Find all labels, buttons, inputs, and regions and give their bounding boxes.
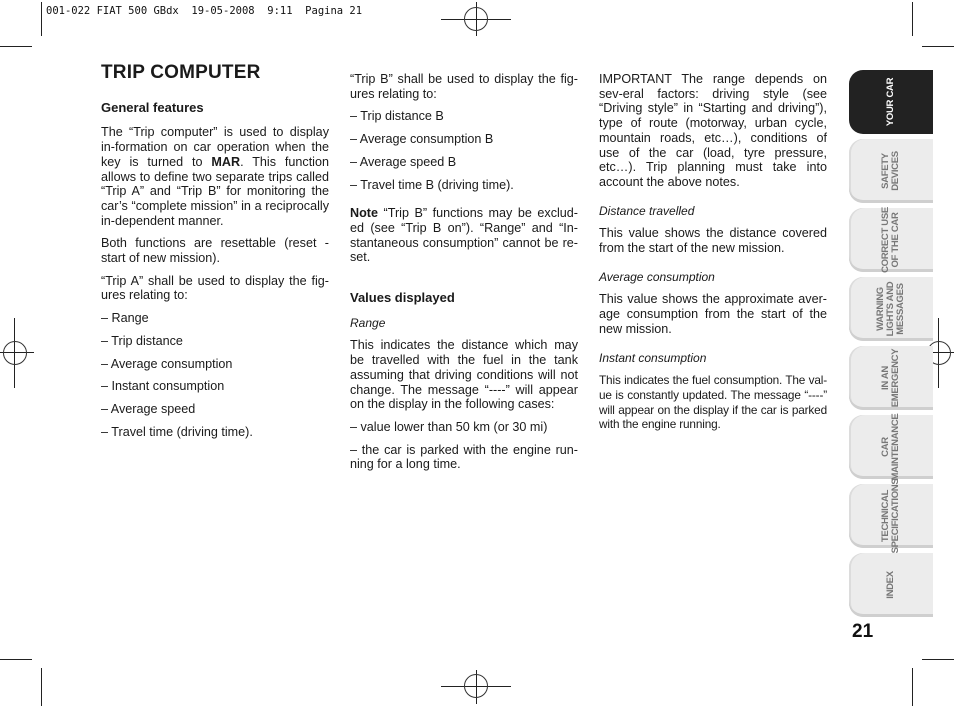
list-item: – Average speed B bbox=[350, 154, 457, 169]
tab-warning-lights[interactable]: WARNING LIGHTS AND MESSAGES bbox=[849, 277, 933, 341]
average-consumption-paragraph: This value shows the approximate aver-age consumption from the start of the new mission. bbox=[599, 292, 827, 336]
trip-a-list bbox=[101, 311, 329, 439]
column-1 bbox=[101, 62, 329, 447]
tab-in-an-emergency[interactable]: IN AN EMERGENCY bbox=[849, 346, 933, 410]
key-position-mar: MAR bbox=[211, 154, 241, 169]
general-features-heading: General features bbox=[101, 99, 204, 115]
tab-car-maintenance[interactable]: CAR MAINTENANCE bbox=[849, 415, 933, 479]
list-item: – Average consumption B bbox=[350, 132, 494, 147]
important-paragraph: IMPORTANT The range depends on sev-eral factors: driving style (see “Driving style” in “Starting and driving”), type of route (motorway, urban cycle, mountain roads, etc…), conditions of use of the car (load, tyre pressure, etc…). Trip planning must take into account the above notes. bbox=[599, 72, 827, 189]
tab-technical-specifications[interactable]: TECHNICAL SPECIFICATIONS bbox=[849, 484, 933, 548]
case-item: – the car is parked with the engine run-ning for a long time. bbox=[350, 442, 578, 472]
tab-your-car[interactable]: YOUR CAR bbox=[849, 70, 933, 134]
values-displayed-heading: Values displayed bbox=[350, 290, 455, 306]
list-item: – Average speed bbox=[101, 401, 196, 416]
list-item: – Travel time B (driving time). bbox=[350, 177, 514, 192]
page-title: TRIP COMPUTER bbox=[101, 62, 261, 83]
case-item: – value lower than 50 km (or 30 mi) bbox=[350, 419, 548, 434]
trip-b-list bbox=[350, 109, 578, 192]
page-number: 21 bbox=[852, 621, 874, 642]
distance-travelled-subheading: Distance travelled bbox=[599, 203, 695, 218]
column-3 bbox=[599, 72, 827, 440]
reset-paragraph: Both functions are resettable (reset - start of new mission). bbox=[101, 236, 329, 266]
tab-correct-use[interactable]: CORRECT USE OF THE CAR bbox=[849, 208, 933, 272]
tab-index[interactable]: INDEX bbox=[849, 553, 933, 617]
column-2 bbox=[350, 72, 578, 480]
trip-a-paragraph: “Trip A” shall be used to display the fig-ures relating to: bbox=[101, 273, 329, 303]
list-item: – Range bbox=[101, 311, 149, 326]
range-paragraph: This indicates the distance which may be travelled with the fuel in the tank assuming that driving conditions will not change. The message “----” will appear on the display in the following cases: bbox=[350, 338, 578, 412]
range-subheading: Range bbox=[350, 315, 386, 330]
list-item: – Trip distance B bbox=[350, 109, 444, 124]
list-item: – Travel time (driving time). bbox=[101, 424, 253, 439]
average-consumption-subheading: Average consumption bbox=[599, 269, 715, 284]
trip-b-paragraph: “Trip B” shall be used to display the fig-ures relating to: bbox=[350, 72, 578, 101]
tab-safety-devices[interactable]: SAFETY DEVICES bbox=[849, 139, 933, 203]
section-tabs bbox=[849, 70, 933, 622]
print-slug: 001-022 FIAT 500 GBdx 19-05-2008 9:11 Pagina 21 bbox=[46, 5, 363, 17]
distance-paragraph: This value shows the distance covered from the start of the new mission. bbox=[599, 226, 827, 256]
list-item: – Instant consumption bbox=[101, 379, 225, 394]
intro-paragraph: The “Trip computer” is used to display in-formation on car operation when the key is turned to MAR. This function allows to define two separate trips called “Trip A” and “Trip B” for monitoring the car’s “complete mission” in a reciprocally in-dependent manner. bbox=[101, 125, 329, 228]
list-item: – Average consumption bbox=[101, 356, 233, 371]
list-item: – Trip distance bbox=[101, 333, 183, 348]
instant-consumption-paragraph: This indicates the fuel consumption. The val-ue is constantly updated. The message “----” will appear on the display if the car is parked with the engine running. bbox=[599, 373, 827, 432]
instant-consumption-subheading: Instant consumption bbox=[599, 350, 707, 365]
note-paragraph: Note “Trip B” functions may be exclud-ed (see “Trip B on”). “Range” and “In-stantaneous consumption” cannot be re-set. bbox=[350, 206, 578, 265]
